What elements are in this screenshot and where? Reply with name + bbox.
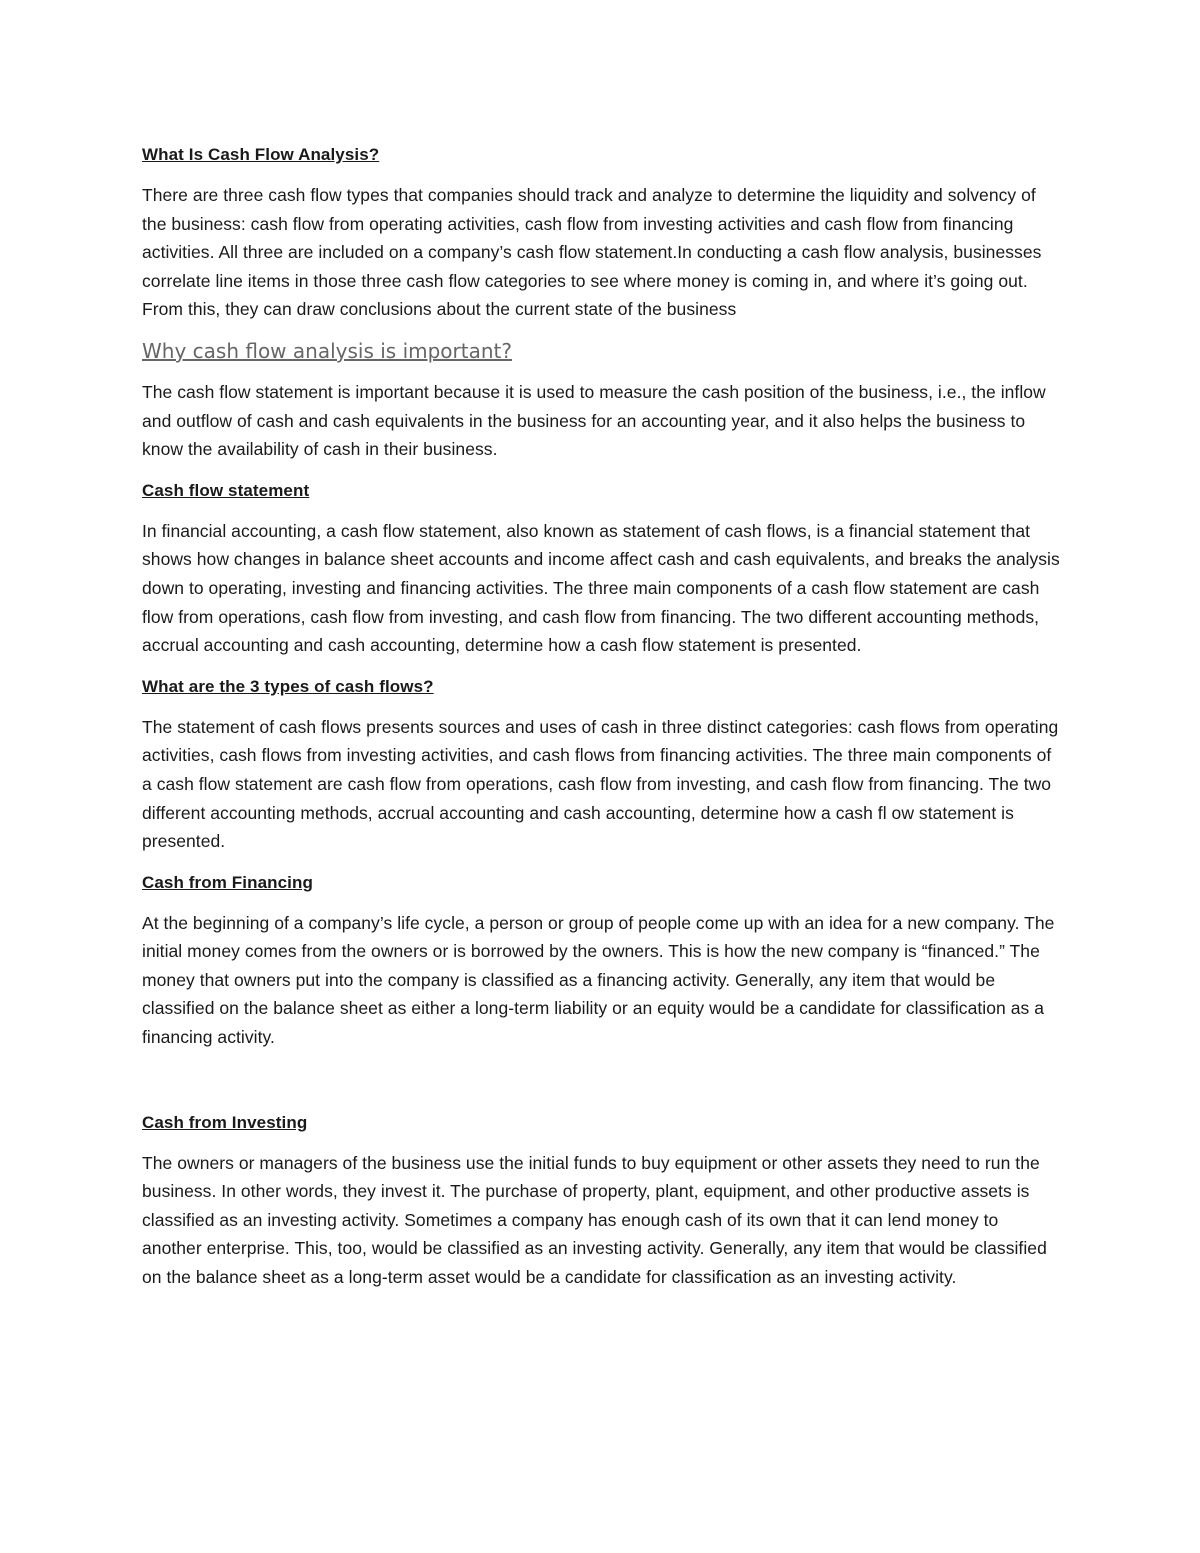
- section-paragraph-cash-from-financing: At the beginning of a company’s life cycle, a person or group of people come up with an idea for a new company. The initial money comes from the owners or is borrowed by the owners. This is how the new company is “financed.” The money that owners put into the company is classified as a financing activity. Generally, any item that would be classified on the balance sheet as either a long-term liability or an equity would be a candidate for classification as a financing activity.: [142, 912, 1055, 1048]
- section-paragraph-cash-from-investing: The owners or managers of the business use the initial funds to buy equipment or other assets they need to run the business. In other words, they invest it. The purchase of property, plant, equipment, and other productive assets is classified as an investing activity. Sometimes a company has enough cash of its own that it can lend money to another enterprise. This, too, would be classified as an investing activity. Generally, any item that would be classified on the balance sheet as a long-term asset would be a candidate for classification as an investing activity.: [142, 1152, 1047, 1288]
- section-paragraph-why-important: The cash flow statement is important because it is used to measure the cash position of the business, i.e., the inflow and outflow of cash and cash equivalents in the business for an accounting year, and it also helps the business to know the availability of cash in their business.: [142, 381, 1046, 460]
- section-heading-what-is-cash-flow-analysis: What Is Cash Flow Analysis?: [142, 145, 380, 164]
- section-paragraph-cash-flow-statement: In financial accounting, a cash flow statement, also known as statement of cash flows, is a financial statement that shows how changes in balance sheet accounts and income affect cash and cash equivalents, and breaks the analysis down to operating, investing and financing activities. The three main components of a cash flow statement are cash flow from operations, cash flow from investing, and cash flow from financing. The two different accounting methods, accrual accounting and cash accounting, determine how a cash flow statement is presented.: [142, 520, 1060, 656]
- section-heading-cash-from-financing: Cash from Financing: [142, 872, 313, 892]
- section-paragraph-what-is-cash-flow-analysis: There are three cash flow types that companies should track and analyze to determine the liquidity and solvency of the business: cash flow from operating activities, cash flow from investing activities and cash flow from financing activities. All three are included on a company’s cash flow statement.In conducting a cash flow analysis, businesses correlate line items in those three cash flow categories to see where money is coming in, and where it’s going out. From this, they can draw conclusions about the current state of the business: [142, 185, 1042, 320]
- section-heading-why-important: Why cash flow analysis is important?: [142, 338, 512, 363]
- section-heading-cash-from-investing: Cash from Investing: [142, 1112, 308, 1132]
- section-heading-cash-flow-statement: Cash flow statement: [142, 480, 310, 500]
- section-heading-three-types: What are the 3 types of cash flows?: [142, 676, 434, 696]
- blank-line-spacer: [142, 1064, 1062, 1108]
- document-page: [142, 140, 1062, 1304]
- section-paragraph-three-types: The statement of cash flows presents sources and uses of cash in three distinct categories: cash flows from operating activities, cash flows from investing activities, and cash flows from financing activities. The three main components of a cash flow statement are cash flow from operations, cash flow from investing, and cash flow from financing. The two different accounting methods, accrual accounting and cash accounting, determine how a cash fl ow statement is presented.: [142, 716, 1059, 852]
